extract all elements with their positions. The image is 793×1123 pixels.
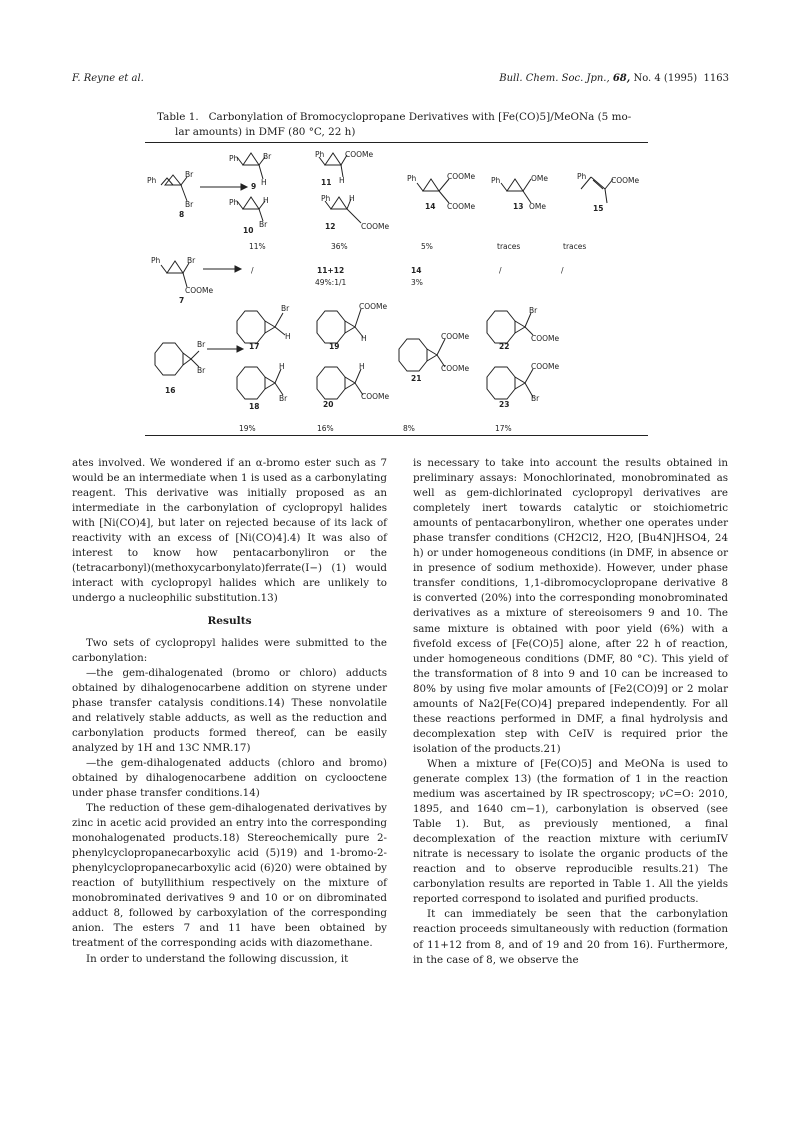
svg-text:Ph: Ph bbox=[229, 154, 239, 163]
table-caption-text-cont: lar amounts) in DMF (80 °C, 22 h) bbox=[175, 126, 356, 138]
table-caption-title: Table 1. bbox=[157, 111, 199, 123]
svg-text:COOMe: COOMe bbox=[359, 302, 388, 311]
intro-paragraph: ates involved. We wondered if an α-bromo ester such as 7 would be an intermediate when 1 is used as a carbonylating reagent. This derivative was initially proposed as an intermediate in the carbonylation of cyclopropyl halides with [Ni(CO)4], but later on rejected because of its lack of reactivity with an excess of [Ni(CO)4].4) It was also of interest to know how pentacarbonyliron or the (tetracarbonyl)(methoxycarbonylato)ferrate(I−) (1) would interact with cyclopropyl halides which are unlikely to undergo a nucleophilic substitution.13) bbox=[72, 457, 387, 605]
svg-text:COOMe: COOMe bbox=[611, 176, 640, 185]
yield-row1-col2: 36% bbox=[331, 242, 348, 251]
svg-text:H: H bbox=[263, 196, 269, 205]
svg-text:Br: Br bbox=[529, 306, 538, 315]
compound-20-label: 20 bbox=[323, 400, 334, 409]
svg-text:H: H bbox=[285, 332, 291, 341]
yield-row2-col2-value: 49%:1/1 bbox=[315, 278, 347, 287]
compound-19-label: 19 bbox=[329, 342, 340, 351]
compound-15-label: 15 bbox=[593, 204, 604, 213]
svg-text:Br: Br bbox=[197, 340, 206, 349]
compound-18-label: 18 bbox=[249, 402, 260, 411]
svg-text:COOMe: COOMe bbox=[531, 334, 560, 343]
svg-text:Ph: Ph bbox=[315, 150, 325, 159]
right-column bbox=[413, 456, 728, 968]
compound-14-label: 14 bbox=[425, 202, 436, 211]
yield-row1-col4: traces bbox=[497, 242, 521, 251]
yield-row3-col3: 8% bbox=[403, 424, 415, 433]
compound-23-label: 23 bbox=[499, 400, 510, 409]
results-paragraph-3: —the gem-dihalogenated adducts (chloro and bromo) obtained by dihalogenocarbene addition on cyclooctene under phase transfer conditions.14) bbox=[72, 756, 387, 799]
svg-text:OMe: OMe bbox=[529, 202, 546, 211]
running-header-authors: F. Reyne et al. bbox=[72, 73, 144, 84]
svg-text:H: H bbox=[349, 194, 355, 203]
svg-text:H: H bbox=[339, 176, 345, 185]
svg-text:Ph: Ph bbox=[229, 198, 239, 207]
reaction-scheme bbox=[145, 143, 648, 435]
results-paragraph-1: Two sets of cyclopropyl halides were submitted to the carbonylation: bbox=[72, 636, 387, 664]
table-caption-text: Carbonylation of Bromocyclopropane Derivatives with [Fe(CO)5]/MeONa (5 mo- bbox=[208, 111, 632, 123]
svg-text:H: H bbox=[261, 178, 267, 187]
svg-text:Br: Br bbox=[185, 200, 194, 209]
yield-row1-col3: 5% bbox=[421, 242, 433, 251]
compound-8-label: 8 bbox=[179, 210, 185, 219]
yield-row1-col5: traces bbox=[563, 242, 587, 251]
svg-text:Br: Br bbox=[185, 170, 194, 179]
svg-text:Br: Br bbox=[263, 152, 272, 161]
compound-10-label: 10 bbox=[243, 226, 254, 235]
compound-21-label: 21 bbox=[411, 374, 422, 383]
atom-labels bbox=[147, 150, 640, 403]
results-paragraph-2: —the gem-dihalogenated (bromo or chloro) adducts obtained by dihalogenocarbene addition on styrene under phase transfer catalysis conditions.14) These nonvolatile and relatively stable adducts, as well as the reduction and carbonylation products formed thereof, can be easily analyzed by 1H and 13C NMR.17) bbox=[72, 666, 387, 754]
page-number: 1163 bbox=[703, 73, 729, 84]
svg-text:Br: Br bbox=[281, 304, 290, 313]
svg-text:COOMe: COOMe bbox=[447, 172, 476, 181]
yield-row2-col3: 14 bbox=[411, 266, 422, 275]
svg-text:COOMe: COOMe bbox=[447, 202, 476, 211]
journal-volume: 68, bbox=[612, 73, 631, 84]
svg-text:Ph: Ph bbox=[491, 176, 501, 185]
left-column bbox=[72, 456, 387, 967]
running-header-journal bbox=[499, 73, 729, 84]
compound-12-label: 12 bbox=[325, 222, 336, 231]
compound-9-label: 9 bbox=[251, 182, 257, 191]
right-paragraph-1: is necessary to take into account the results obtained in preliminary assays: Monochlorinated, monobrominated as well as gem-dichlorinated cyclopropyl derivatives are completely inert towards catalytic or stoichiometric amounts of pentacarbonyliron, whether one operates under phase transfer conditions (CH2Cl2, H2O, [Bu4N]HSO4, 24 h) or under homogeneous conditions (in DMF, in absence or in presence of sodium methoxide). However, under phase transfer conditions, 1,1-dibromocyclopropane derivative 8 is converted (20%) into the corresponding monobrominated derivatives as a mixture of stereoisomers 9 and 10. The same mixture is obtained with poor yield (6%) with a fivefold excess of [Fe(CO)5] alone, after 22 h of reaction, under homogeneous conditions (DMF, 80 °C). This yield of the transformation of 8 into 9 and 10 can be increased to 80% by using five molar amounts of [Fe2(CO)9] or 2 molar amounts of Na2[Fe(CO)4] prepared independently. For all these reactions performed in DMF, a final hydrolysis and decomplexation step with CeIV is required prior the isolation of the products.21) bbox=[413, 457, 728, 755]
compound-11-label: 11 bbox=[321, 178, 332, 187]
journal-name: Bull. Chem. Soc. Jpn., bbox=[499, 73, 610, 84]
yield-row2-col5: / bbox=[561, 266, 564, 275]
svg-text:Br: Br bbox=[531, 394, 540, 403]
svg-text:H: H bbox=[279, 362, 285, 371]
compound-7-label: 7 bbox=[179, 296, 185, 305]
results-paragraph-5: In order to understand the following discussion, it bbox=[86, 952, 349, 965]
svg-text:H: H bbox=[361, 334, 367, 343]
journal-issue: No. 4 (1995) bbox=[633, 73, 698, 84]
svg-text:COOMe: COOMe bbox=[441, 332, 470, 341]
svg-text:COOMe: COOMe bbox=[361, 392, 390, 401]
svg-text:H: H bbox=[359, 362, 365, 371]
results-paragraph-4: The reduction of these gem-dihalogenated derivatives by zinc in acetic acid provided an entry into the corresponding monohalogenated products.18) Stereochemically pure 2-phenylcyclopropanecarboxylic acid (5)19) and 1-bromo-2-phenylcyclopropanecarboxylic acid (6)20) were obtained by reaction of butyllithium respectively on the mixture of monobrominated derivatives 9 and 10 or on dibrominated adduct 8, followed by carboxylation of the corresponding anion. The esters 7 and 11 have been obtained by treatment of the corresponding acids with diazomethane. bbox=[72, 802, 387, 950]
table-bottom-rule bbox=[145, 435, 648, 436]
svg-text:Ph: Ph bbox=[577, 172, 587, 181]
svg-text:Ph: Ph bbox=[321, 194, 331, 203]
yield-row2-col4: / bbox=[499, 266, 502, 275]
svg-text:Br: Br bbox=[259, 220, 268, 229]
compound-13-label: 13 bbox=[513, 202, 524, 211]
svg-text:COOMe: COOMe bbox=[361, 222, 390, 231]
svg-text:COOMe: COOMe bbox=[185, 286, 214, 295]
yield-row2-col1: / bbox=[251, 266, 254, 275]
right-paragraph-2: When a mixture of [Fe(CO)5] and MeONa is used to generate complex 13) (the formation of 1 in the reaction medium was ascertained by IR spectroscopy; νC=O: 2010, 1895, and 1640 cm−1), carbonylation is observed (see Table 1). But, as previously mentioned, a final decomplexation of the reaction mixture with ceriumIV nitrate is necessary to isolate the organic products of the reaction and to observe reproducible results.21) The carbonylation results are reported in Table 1. All the yields reported correspond to isolated and purified products. bbox=[413, 757, 728, 906]
compound-22-label: 22 bbox=[499, 342, 510, 351]
results-heading: Results bbox=[207, 615, 252, 628]
compound-17-label: 17 bbox=[249, 342, 260, 351]
compound-16-label: 16 bbox=[165, 386, 176, 395]
svg-text:OMe: OMe bbox=[531, 174, 548, 183]
svg-text:COOMe: COOMe bbox=[531, 362, 560, 371]
table-caption bbox=[157, 110, 657, 140]
yield-row3-col1: 19% bbox=[239, 424, 256, 433]
svg-text:Br: Br bbox=[279, 394, 288, 403]
yield-row3-col2: 16% bbox=[317, 424, 334, 433]
svg-text:COOMe: COOMe bbox=[441, 364, 470, 373]
svg-text:COOMe: COOMe bbox=[345, 150, 374, 159]
yield-row3-col4: 17% bbox=[495, 424, 512, 433]
svg-text:Br: Br bbox=[197, 366, 206, 375]
svg-text:Ph: Ph bbox=[151, 256, 161, 265]
svg-text:Br: Br bbox=[187, 256, 196, 265]
yield-row2-col2: 11+12 bbox=[317, 266, 345, 275]
svg-text:Ph: Ph bbox=[147, 176, 157, 185]
yield-row1-col1: 11% bbox=[249, 242, 266, 251]
svg-text:Ph: Ph bbox=[407, 174, 417, 183]
right-paragraph-3: It can immediately be seen that the carbonylation reaction proceeds simultaneously with reduction (formation of 11+12 from 8, and of 19 and 20 from 16). Furthermore, in the case of 8, we observe the bbox=[413, 908, 728, 966]
yield-row2-col3-value: 3% bbox=[411, 278, 423, 287]
